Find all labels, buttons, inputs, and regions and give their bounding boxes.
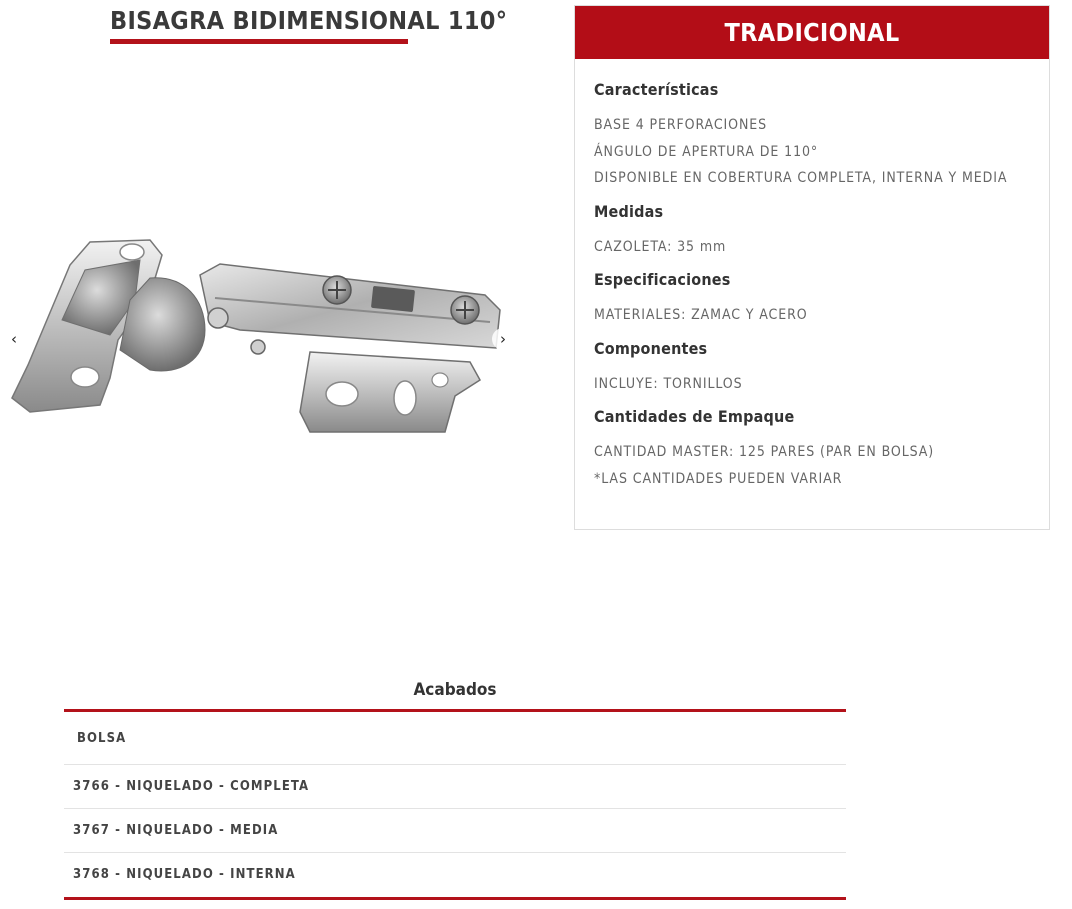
spec-line: CAZOLETA: 35 mm [594,238,727,255]
spec-line: ÁNGULO DE APERTURA DE 110° [594,143,819,160]
finishes-title: Acabados [413,680,497,700]
spec-line: MATERIALES: ZAMAC Y ACERO [594,307,808,323]
spec-line: DISPONIBLE EN COBERTURA COMPLETA, INTERNA Y MEDIA [594,170,1008,186]
spec-card-header: TRADICIONAL [575,6,1049,59]
spec-section-caracteristicas [594,80,1030,192]
finishes-divider [64,897,846,900]
title-underline [110,39,408,44]
spec-card [574,5,1050,530]
spec-line: INCLUYE: TORNILLOS [594,375,743,392]
finishes-table [64,676,846,900]
spec-section-empaque [594,407,1030,492]
spec-line: *LAS CANTIDADES PUEDEN VARIAR [594,470,843,487]
product-gallery [0,200,520,460]
spec-heading: Cantidades de Empaque [594,407,795,426]
spec-heading: Componentes [594,338,708,358]
finish-row: BOLSA [64,712,846,765]
spec-card-body [575,59,1049,492]
product-title: BISAGRA BIDIMENSIONAL 110° [110,6,508,35]
spec-section-medidas [594,202,1030,261]
spec-section-especificaciones [594,270,1030,329]
spec-heading: Especificaciones [594,270,731,289]
spec-line: BASE 4 PERFORACIONES [594,117,768,133]
gallery-prev-button[interactable]: ‹ [3,328,25,350]
finish-row: 3768 - NIQUELADO - INTERNA [73,867,296,882]
spec-line: CANTIDAD MASTER: 125 PARES (PAR EN BOLSA) [594,444,935,460]
finish-row: 3767 - NIQUELADO - MEDIA [64,809,846,853]
hinge-image [0,200,520,460]
spec-section-componentes [594,339,1030,398]
spec-heading: Medidas [594,201,664,221]
spec-heading: Características [594,80,719,99]
finish-row: 3766 - NIQUELADO - COMPLETA [64,765,846,809]
gallery-next-button[interactable]: › [492,328,514,350]
